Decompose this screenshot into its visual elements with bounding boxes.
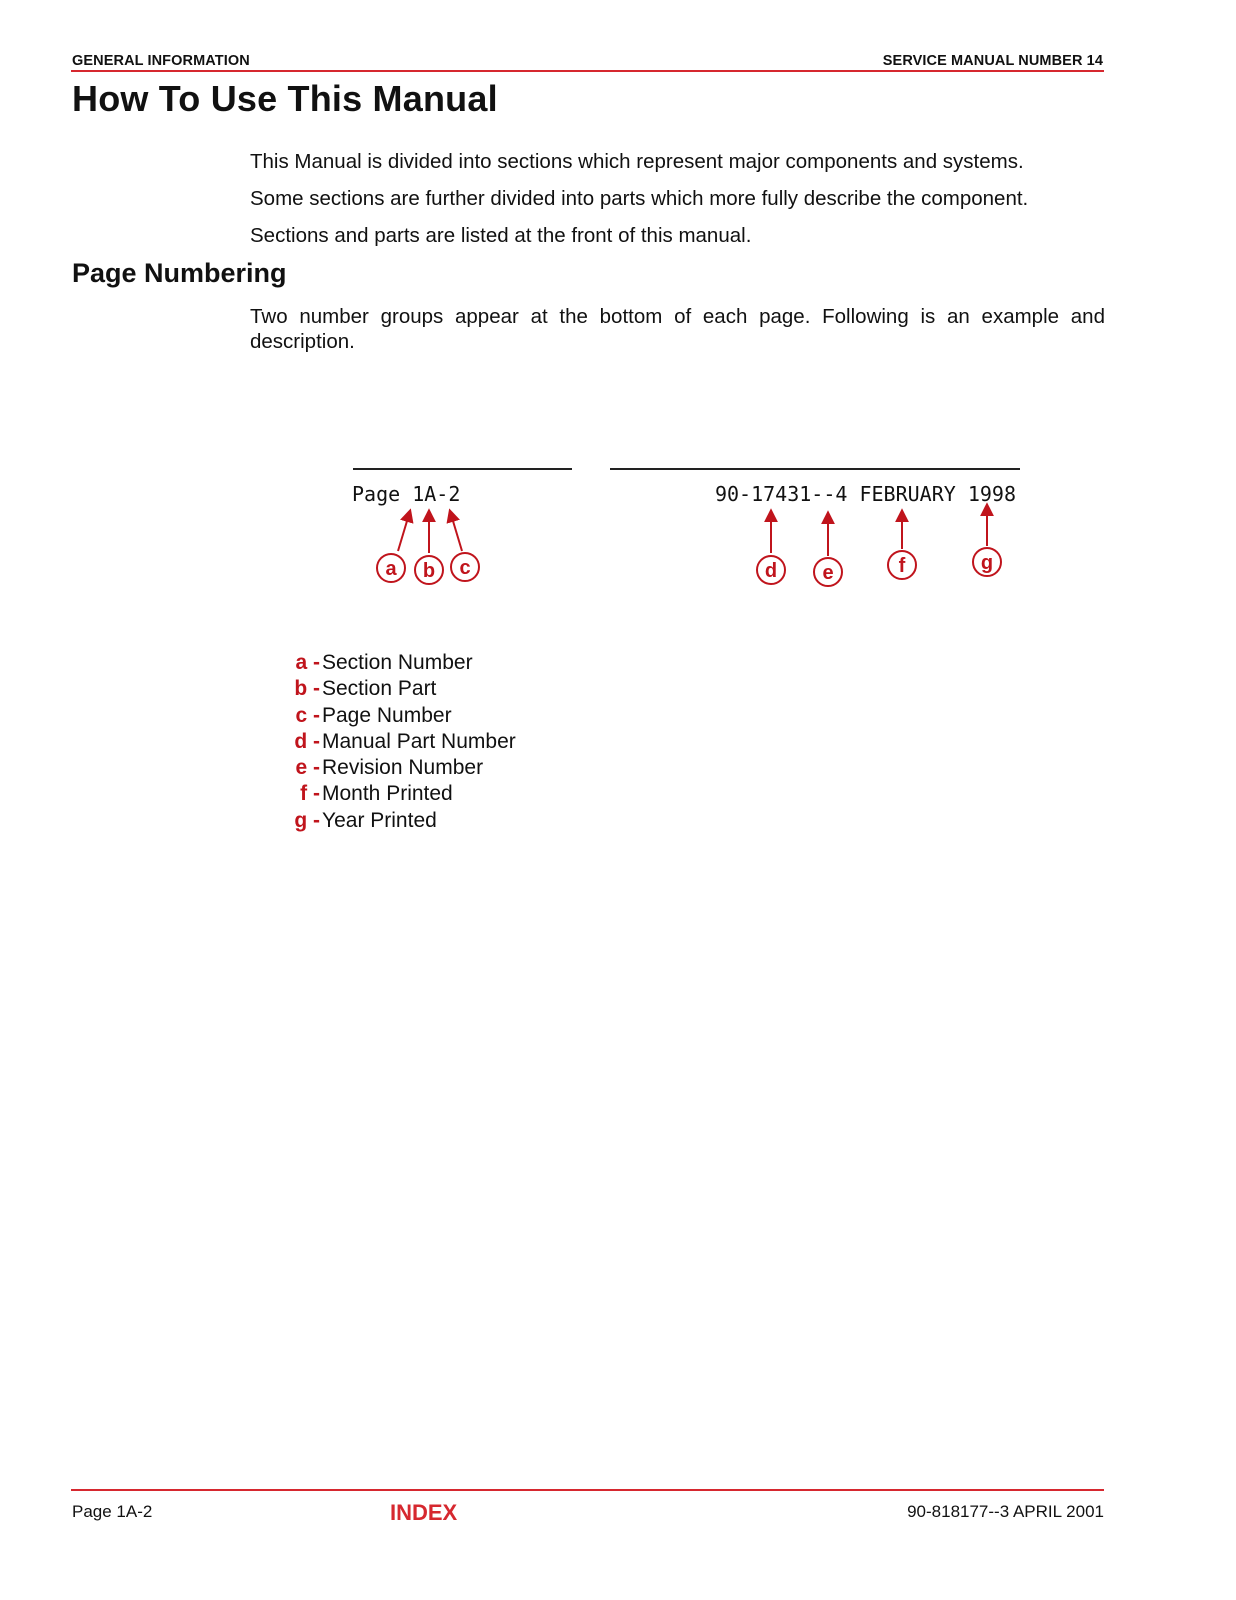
callout-label-d: d xyxy=(764,560,778,582)
intro-paragraph-2: Some sections are further divided into parts which more fully describe the component. xyxy=(250,187,1029,210)
legend-key: e - xyxy=(295,756,320,780)
legend-label: Section Part xyxy=(322,677,437,701)
callout-label-c: c xyxy=(459,557,471,579)
legend-key: a - xyxy=(295,651,320,674)
legend-key: g - xyxy=(294,808,320,832)
callout-label-b: b xyxy=(422,560,436,582)
section-heading-page-numbering: Page Numbering xyxy=(72,258,287,288)
legend-item xyxy=(290,676,516,702)
legend-item xyxy=(290,703,516,729)
legend-label: Year Printed xyxy=(322,808,437,832)
page-title: How To Use This Manual xyxy=(72,78,498,119)
callout-label-e: e xyxy=(822,562,834,584)
legend-label: Month Printed xyxy=(322,782,453,806)
legend-key: b - xyxy=(294,677,320,701)
footer-part-date: 90-818177--3 APRIL 2001 xyxy=(907,1502,1104,1521)
legend-item xyxy=(290,781,516,807)
legend-item xyxy=(290,808,516,834)
callout-label-a: a xyxy=(385,558,397,580)
running-header-manual: SERVICE MANUAL NUMBER 14 xyxy=(882,53,1103,69)
example-part-date-text: 90-17431--4 FEBRUARY 1998 xyxy=(714,482,1016,506)
page-number-example-figure xyxy=(340,455,1040,605)
intro-paragraph-3: Sections and parts are listed at the front of this manual. xyxy=(250,224,752,247)
legend-key: c - xyxy=(295,703,320,727)
legend-label: Page Number xyxy=(322,703,452,727)
page-numbering-description: Two number groups appear at the bottom of each page. Following is an example and description. xyxy=(250,305,1105,353)
running-header-section: GENERAL INFORMATION xyxy=(72,53,250,69)
intro-paragraph-1: This Manual is divided into sections which represent major components and systems. xyxy=(250,150,1024,173)
arrow-a xyxy=(398,511,410,551)
legend-item xyxy=(290,755,516,781)
legend-label: Revision Number xyxy=(322,756,484,780)
footer-page-number: Page 1A-2 xyxy=(72,1502,153,1521)
callout-legend xyxy=(290,650,516,834)
footer-rule xyxy=(71,1489,1104,1491)
legend-label: Section Number xyxy=(322,651,473,674)
legend-key: d - xyxy=(294,729,320,753)
legend-label: Manual Part Number xyxy=(322,729,516,753)
callout-label-g: g xyxy=(980,552,994,574)
arrow-c xyxy=(450,511,462,551)
example-page-text: Page 1A-2 xyxy=(352,482,461,506)
legend-key: f - xyxy=(300,782,320,806)
index-link[interactable]: INDEX xyxy=(390,1500,458,1525)
legend-item xyxy=(290,729,516,755)
legend-item xyxy=(290,650,516,676)
callout-label-f: f xyxy=(898,555,906,577)
header-rule xyxy=(71,70,1104,72)
